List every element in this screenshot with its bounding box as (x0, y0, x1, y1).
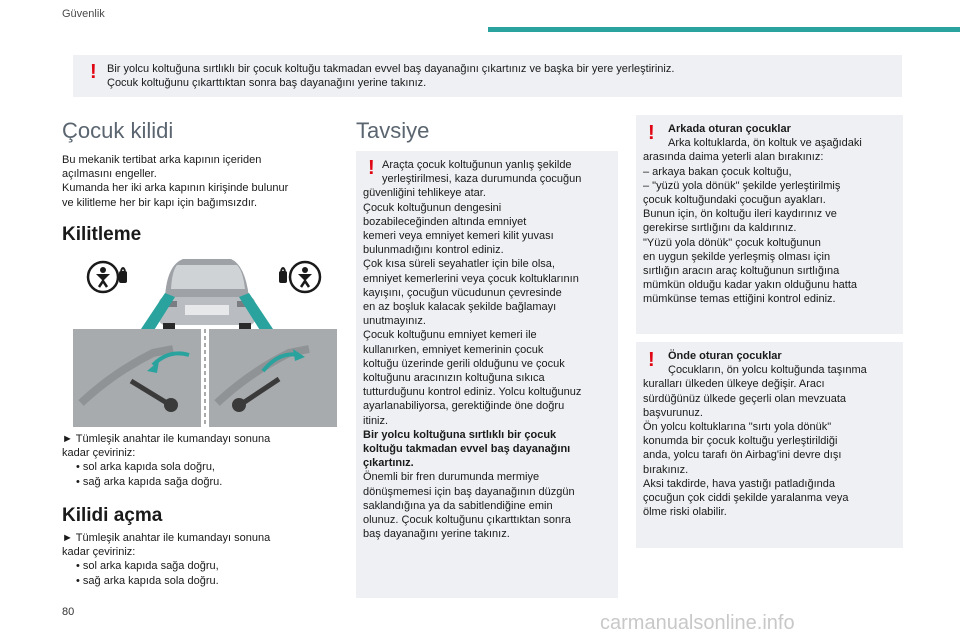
text-line: baş dayanağını yerine takınız. (363, 528, 510, 541)
child-lock-title: Çocuk kilidi (62, 118, 174, 143)
car-rear-image (159, 259, 255, 329)
text-line: koltuğu üzerinde gerili olduğunu ve çocuk (363, 357, 565, 370)
text-line: Çok kısa süreli seyahatler için bile olsa, (363, 258, 555, 271)
child-lock-icon (279, 262, 320, 292)
text-line: "Yüzü yola dönük" çocuk koltuğunun (643, 236, 821, 249)
text-line: ► Tümleşik anahtar ile kumandayı sonuna (62, 433, 271, 445)
text-line: Araçta çocuk koltuğunun yanlış şekilde (382, 159, 572, 171)
advice-title: Tavsiye (356, 118, 430, 143)
front-children-title: Önde oturan çocuklar (668, 350, 782, 362)
text-line: bırakınız. (643, 463, 689, 476)
text-line: gerekirse sırtlığını da kaldırınız. (643, 222, 797, 235)
text-line: mümkünse temas ettiğini kontrol ediniz. (643, 293, 836, 306)
text-line: mümkün olduğu kadar yakın olduğunu hatta (643, 279, 858, 292)
page-number: 80 (62, 606, 75, 618)
unlocking-instructions (62, 531, 270, 588)
text-line: sürdüğünüz ülkede geçerli olan mevzuata (643, 392, 847, 405)
text-line: en az boşluk kalacak şekilde bağlamayı (363, 301, 557, 314)
warning-icon: ! (648, 122, 655, 144)
text-line: ve kilitleme her bir kapı için bağımsızdır. (62, 196, 258, 209)
text-line: Çocukların, ön yolcu koltuğunda taşınma (668, 364, 867, 377)
text-line: ayarlanabiliyorsa, gerektiğinde öne doğru (363, 400, 565, 413)
locking-title: Kilitleme (62, 224, 142, 245)
child-lock-illustration (73, 253, 337, 427)
locking-instructions (62, 432, 270, 489)
rear-children-warning (636, 115, 903, 334)
warning-icon: ! (648, 349, 655, 371)
text-line: konumda bir çocuk koltuğu yerleştirildiği (643, 435, 838, 448)
text-line: çocuk koltuğundaki çocuğun ayakları. (643, 194, 826, 207)
child-lock-icon (88, 262, 127, 292)
front-children-text (643, 349, 867, 519)
text-line: bulunmadığını kontrol ediniz. (363, 244, 504, 257)
text-line: başvurunuz. (643, 406, 703, 419)
advice-warning (356, 151, 618, 598)
text-line: Ön yolcu koltuklarına "sırtı yola dönük" (643, 421, 832, 434)
text-line: Önemli bir fren durumunda mermiye (363, 471, 540, 484)
text-line: anda, yolcu tarafı ön Airbag'ini devre dışı (643, 449, 842, 462)
bullet-item: • sol arka kapıda sağa doğru, (76, 560, 219, 573)
text-line: ölme riski olabilir. (643, 506, 727, 519)
section-title: Güvenlik (62, 8, 105, 20)
text-line: kadar çeviriniz: (62, 447, 136, 460)
text-line: güvenliğini tehlikeye atar. (363, 187, 486, 200)
unlocking-title: Kilidi açma (62, 505, 163, 526)
text-line: en uygun şekilde yerleşmiş olması için (643, 250, 831, 263)
bullet-item: • sol arka kapıda sola doğru, (76, 461, 215, 474)
text-line: Aksi takdirde, hava yastığı patladığında (643, 477, 836, 490)
text-line: Çocuk koltuğunun dengesini (363, 201, 502, 214)
text-line: çocuğun çok ciddi şekilde yaralanma veya (643, 492, 849, 505)
section-accent-bar (488, 27, 960, 32)
advice-text (363, 158, 581, 541)
text-line: saklandığına ya da sabitlendiğine emin (363, 499, 553, 512)
text-line: koltuğunu aracınızın koltuğuna sıkıca (363, 372, 545, 385)
warning-line: Çocuk koltuğunu çıkarttıktan sonra baş dayanağını yerine takınız. (107, 77, 427, 89)
text-line: Kumanda her iki arka kapının kirişinde bulunur (62, 182, 289, 195)
text-line: itiniz. (363, 414, 389, 427)
text-line: tutturduğunu kontrol ediniz. Yolcu koltuğunuz (363, 386, 582, 399)
headrest-warning (73, 55, 902, 97)
text-line: unutmayınız. (363, 315, 426, 328)
text-line: Bu mekanik tertibat arka kapının içeriden (62, 154, 262, 166)
text-line: ► Tümleşik anahtar ile kumandayı sonuna (62, 532, 271, 544)
warning-icon: ! (368, 157, 375, 179)
child-lock-intro (62, 153, 288, 210)
text-line: kayışını, çocuğun vücudunun çevresinde (363, 286, 562, 299)
text-line: bozabileceğinden altında emniyet (363, 215, 527, 228)
text-line: açılmasını engeller. (62, 168, 157, 181)
text-line: kemeri veya emniyet kemeri kilit yuvası (363, 230, 554, 243)
text-line: Çocuk koltuğunu emniyet kemeri ile (363, 329, 537, 342)
text-line: – arkaya bakan çocuk koltuğu, (643, 165, 792, 178)
text-line: yerleştirilmesi, kaza durumunda çocuğun (382, 173, 582, 186)
front-children-warning (636, 342, 903, 548)
text-line: emniyet kemerlerini veya çocuk koltuklarının (363, 272, 579, 285)
text-line-bold: koltuğu takmadan evvel baş dayanağını (363, 443, 571, 456)
rear-children-title: Arkada oturan çocuklar (668, 123, 791, 135)
rear-children-text (643, 122, 862, 307)
bullet-item: • sağ arka kapıda sağa doğru. (76, 475, 223, 488)
bullet-item: • sağ arka kapıda sola doğru. (76, 574, 219, 587)
text-line: Arka koltuklarda, ön koltuk ve aşağıdaki (668, 137, 862, 150)
text-line-bold: Bir yolcu koltuğuna sırtlıklı bir çocuk (363, 428, 557, 441)
text-line-bold: çıkartınız. (363, 457, 414, 470)
text-line: sırtlığın aracın araç koltuğunun sırtlığına (643, 265, 840, 278)
warning-icon: ! (90, 61, 97, 83)
watermark: carmanualsonline.info (600, 612, 795, 634)
text-line: dönüşmemesi için baş dayanağının düzgün (363, 485, 575, 498)
text-line: Bunun için, ön koltuğu ileri kaydırınız ve (643, 208, 837, 221)
text-line: kuralları ülkeden ülkeye değişir. Aracı (643, 378, 825, 391)
text-line: – "yüzü yola dönük" şekilde yerleştirilmiş (643, 179, 841, 192)
text-line: arasında daima yeterli alan bırakınız: (643, 151, 824, 164)
warning-line: Bir yolcu koltuğuna sırtlıklı bir çocuk koltuğu takmadan evvel baş dayanağını çıkartınız ve başka bir yere yerleştiriniz. (107, 63, 675, 75)
text-line: kullanırken, emniyet kemerinin çocuk (363, 343, 544, 356)
text-line: kadar çeviriniz: (62, 546, 136, 559)
text-line: olunuz. Çocuk koltuğunu çıkarttıktan sonra (363, 514, 571, 527)
